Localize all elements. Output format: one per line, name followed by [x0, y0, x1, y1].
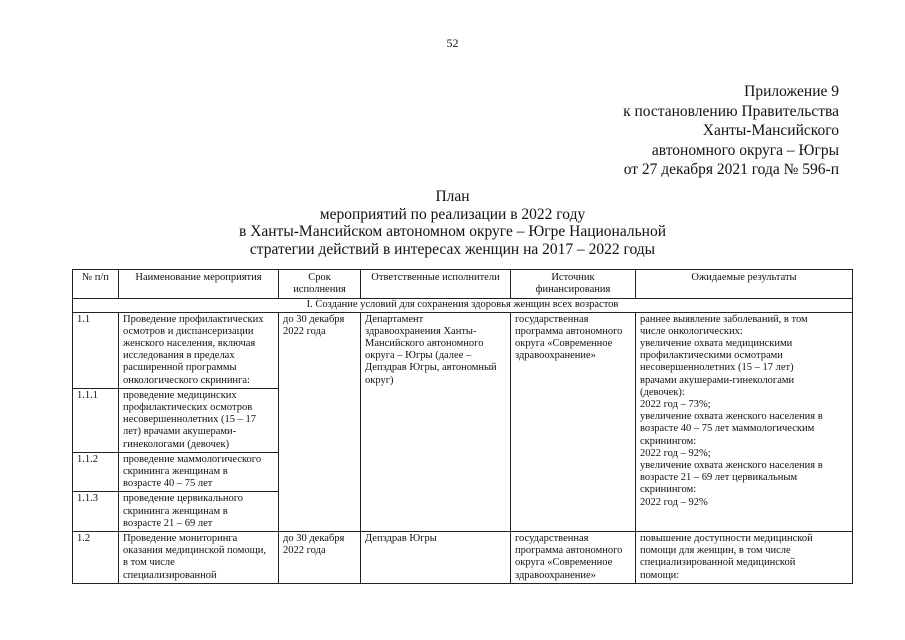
header-results: Ожидаемые результаты [636, 270, 853, 299]
page-number: 52 [446, 36, 459, 50]
row-name: Проведение мониторинга оказания медицинской помощи, в том числе специализированной [119, 532, 279, 584]
row-source: государственная программа автономного округа «Современное здравоохранение» [511, 532, 636, 584]
header-source: Источник финансирования [511, 270, 636, 299]
row-name: Проведение профилактических осмотров и диспансеризации женского населения, включая исследования в пределах расширенной программы онкологического скрининга: [119, 312, 279, 388]
row-num: 1.1.3 [73, 492, 119, 532]
plan-title-line: стратегии действий в интересах женщин на 2017 – 2022 годы [249, 240, 656, 258]
row-term: до 30 декабря 2022 года [279, 532, 361, 584]
row-num: 1.1.2 [73, 452, 119, 492]
row-source: государственная программа автономного округа «Современное здравоохранение» [511, 312, 636, 531]
table-header-row [73, 270, 853, 299]
appendix-line: от 27 декабря 2021 года № 596-п [623, 161, 839, 178]
section-row [73, 299, 853, 312]
plan-title [0, 188, 905, 258]
table-row [73, 532, 853, 584]
appendix-line: к постановлению Правительства [623, 102, 839, 120]
header-responsible: Ответственные исполнители [361, 270, 511, 299]
row-num: 1.2 [73, 532, 119, 584]
plan-title-line: в Ханты-Мансийском автономном округе – Югре Национальной [239, 223, 666, 240]
table-row [73, 312, 853, 388]
plan-title-line: мероприятий по реализации в 2022 году [319, 205, 586, 223]
row-results: повышение доступности медицинской помощи для женщин, в том числе специализированной медицинской помощи: [636, 532, 853, 584]
row-name: проведение медицинских профилактических осмотров несовершеннолетних (15 – 17 лет) врачами акушерами- гинекологами (девочек) [119, 388, 279, 452]
header-name: Наименование мероприятия [119, 270, 279, 299]
section-title: I. Создание условий для сохранения здоровья женщин всех возрастов [73, 299, 853, 312]
plan-title-line: План [435, 188, 470, 205]
row-num: 1.1 [73, 312, 119, 388]
appendix-line: автономного округа – Югры [651, 141, 839, 159]
row-name: проведение маммологического скрининга женщинам в возрасте 40 – 75 лет [119, 452, 279, 492]
row-num: 1.1.1 [73, 388, 119, 452]
row-responsible: Департамент здравоохранения Ханты- Мансийского автономного округа – Югры (далее – Депздрав Югры, автономный округ) [361, 312, 511, 531]
appendix-header [623, 82, 839, 180]
row-results: раннее выявление заболеваний, в том числе онкологических: увеличение охвата медицинскими профилактическими осмотрами несовершеннолетних (15 – 17 лет) врачами акушерами-гинекологами (девочек): 2022 год – 73%; увеличение охвата женского населения в возрасте 40 – 75 лет маммологическим скринингом: 2022 год – 92%; увеличение охвата женского населения в возрасте 21 – 69 лет цервикальным скринингом: 2022 год – 92% [636, 312, 853, 531]
appendix-line: Приложение 9 [744, 83, 839, 100]
header-num: № п/п [73, 270, 119, 299]
plan-table [72, 269, 853, 584]
row-term: до 30 декабря 2022 года [279, 312, 361, 531]
appendix-line: Ханты-Мансийского [702, 122, 839, 139]
row-name: проведение цервикального скрининга женщинам в возрасте 21 – 69 лет [119, 492, 279, 532]
row-responsible: Депздрав Югры [361, 532, 511, 584]
header-term: Срок исполнения [279, 270, 361, 299]
